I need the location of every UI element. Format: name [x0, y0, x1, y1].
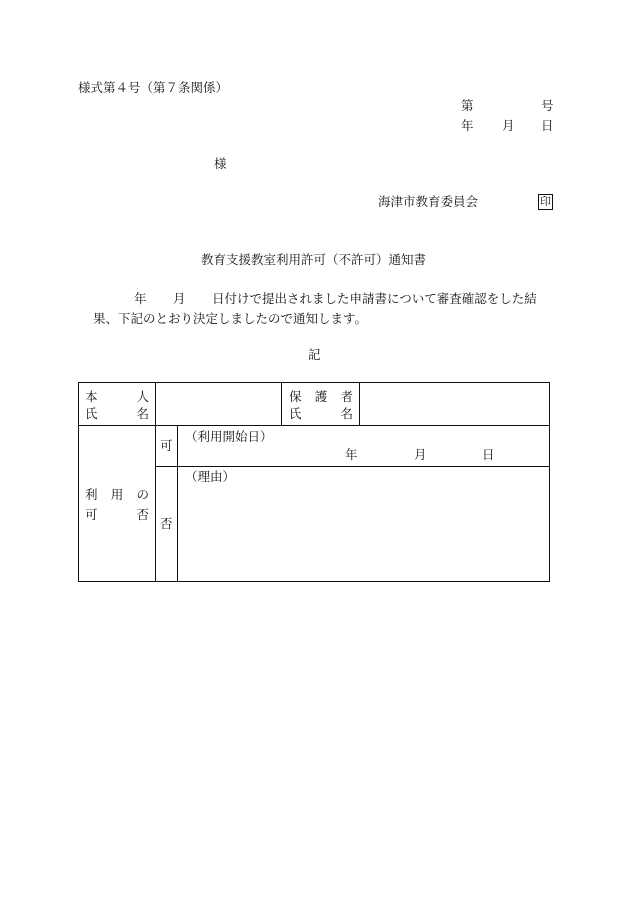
document-title: 教育支援教室利用許可（不許可）通知書 — [201, 252, 427, 267]
doc-number-prefix: 第 — [461, 98, 474, 113]
reason-label: （理由） — [185, 469, 236, 484]
decision-table — [78, 382, 550, 582]
guardian-name-field[interactable] — [360, 383, 549, 425]
date-year: 年 — [461, 118, 474, 133]
body-year: 年 — [134, 291, 147, 306]
row-divider — [79, 425, 549, 426]
sender-name: 海津市教育委員会 — [378, 194, 479, 209]
form-number: 様式第４号（第７条関係） — [78, 80, 229, 95]
date-day: 日 — [541, 118, 554, 133]
usage-label-bottom: 可 否 — [85, 507, 149, 522]
start-date-day: 日 — [482, 447, 495, 462]
row-divider — [155, 466, 549, 467]
usage-label-top: 利 用 の — [85, 487, 149, 502]
guardian-label-bottom: 氏 名 — [289, 406, 353, 421]
reason-field[interactable] — [178, 487, 549, 581]
column-divider — [281, 383, 282, 425]
body-month: 月 — [173, 291, 186, 306]
deny-label: 否 — [160, 516, 173, 531]
start-date-year: 年 — [345, 447, 358, 462]
person-label-bottom: 氏 名 — [85, 406, 149, 421]
person-label-top: 本 人 — [85, 389, 149, 404]
start-date-month: 月 — [414, 447, 427, 462]
recipient-honorific: 様 — [214, 156, 227, 171]
body-line-1: 日付けで提出されました申請書について審査確認をした結 — [212, 291, 537, 306]
start-date-label: （利用開始日） — [185, 429, 273, 444]
ki-heading: 記 — [308, 347, 321, 362]
doc-number-suffix: 号 — [541, 98, 554, 113]
guardian-label-top: 保 護 者 — [289, 389, 353, 404]
person-name-field[interactable] — [156, 383, 281, 425]
approve-label: 可 — [160, 438, 173, 453]
date-month: 月 — [502, 118, 515, 133]
body-line-2: 果、下記のとおり決定しましたので通知します。 — [93, 311, 368, 326]
seal-stamp: 印 — [540, 195, 551, 208]
